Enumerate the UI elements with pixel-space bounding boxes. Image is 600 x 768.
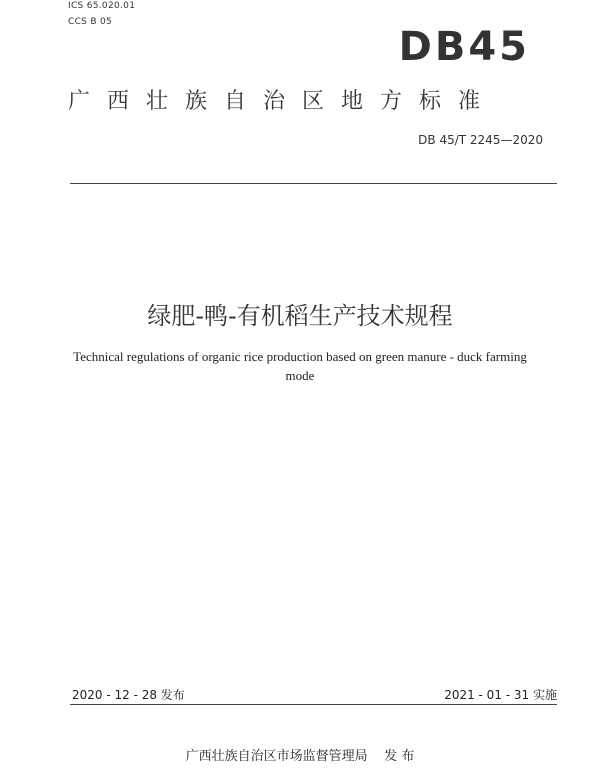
document-title-cn: 绿肥-鸭-有机稻生产技术规程 <box>147 302 453 330</box>
issue-date: 2020 - 12 - 28 发布 <box>72 688 185 702</box>
standard-number: DB 45/T 2245—2020 <box>418 133 543 147</box>
top-divider <box>70 183 557 184</box>
bottom-divider <box>70 704 557 705</box>
ics-code: ICS 65.020.01 <box>68 1 136 11</box>
standard-type-heading: 广西壮族自治区地方标准 <box>68 89 498 114</box>
ccs-code: CCS B 05 <box>68 17 113 27</box>
publisher: 广西壮族自治区市场监督管理局 发 布 <box>185 749 415 764</box>
db45-logo: DB45 <box>398 24 530 70</box>
document-title-en: Technical regulations of organic rice production based on green manure - duck farming mode <box>73 349 527 383</box>
effective-date: 2021 - 01 - 31 实施 <box>444 688 557 702</box>
